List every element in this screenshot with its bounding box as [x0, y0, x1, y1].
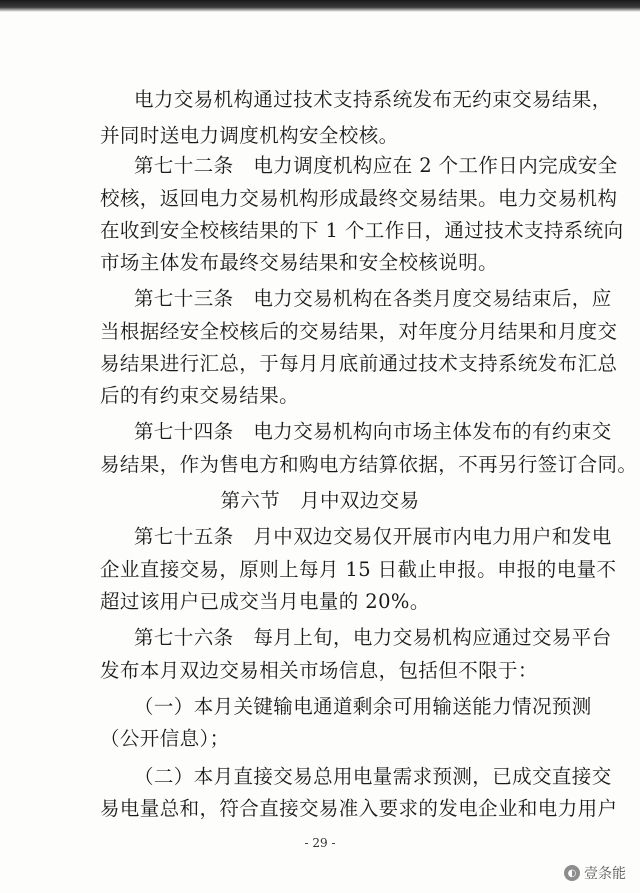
section-heading: 第六节 月中双边交易 [220, 489, 420, 512]
text-line: 后的有约束交易结果。 [100, 384, 300, 407]
text-line: 当根据经安全校核后的交易结果，对年度分月结果和月度交 [100, 320, 618, 343]
text-line: 电力交易机构通过技术支持系统发布无约束交易结果， [134, 88, 612, 111]
text-line: 校核，返回电力交易机构形成最终交易结果。电力交易机构 [100, 187, 618, 210]
text-line: 第七十五条 月中双边交易仅开展市内电力用户和发电 [134, 525, 612, 548]
text-line: （一）本月关键输电通道剩余可用输送能力情况预测 [134, 695, 592, 718]
text-line: 易结果，作为售电方和购电方结算依据，不再另行签订合同。 [100, 453, 638, 476]
text-line: 第七十六条 每月上旬，电力交易机构应通过交易平台 [134, 626, 612, 649]
wechat-icon: ◐ [564, 865, 580, 881]
text-line: 第七十四条 电力交易机构向市场主体发布的有约束交 [134, 420, 612, 443]
text-line: 第七十三条 电力交易机构在各类月度交易结束后，应 [134, 287, 612, 310]
text-line: 并同时送电力调度机构安全校核。 [100, 124, 399, 147]
text-line: 易电量总和，符合直接交易准入要求的发电企业和电力用户 [100, 797, 618, 820]
text-line: 超过该用户已成交当月电量的 20%。 [100, 590, 430, 613]
text-line: 市场主体发布最终交易结果和安全校核说明。 [100, 251, 499, 274]
page-number: - 29 - [304, 836, 336, 850]
text-line: （公开信息）； [100, 727, 230, 750]
text-line: 发布本月双边交易相关市场信息，包括但不限于： [100, 659, 538, 682]
text-line: 在收到安全校核结果的下 1 个工作日，通过技术支持系统向 [100, 219, 624, 242]
watermark [564, 863, 626, 883]
text-line: 企业直接交易，原则上每月 15 日截止申报。申报的电量不 [100, 558, 617, 581]
watermark-text: 壹条能 [584, 866, 626, 882]
text-line: 易结果进行汇总，于每月月底前通过技术支持系统发布汇总 [100, 352, 618, 375]
text-line: （二）本月直接交易总用电量需求预测，已成交直接交 [134, 765, 612, 788]
text-line: 第七十二条 电力调度机构应在 2 个工作日内完成安全 [134, 154, 618, 177]
